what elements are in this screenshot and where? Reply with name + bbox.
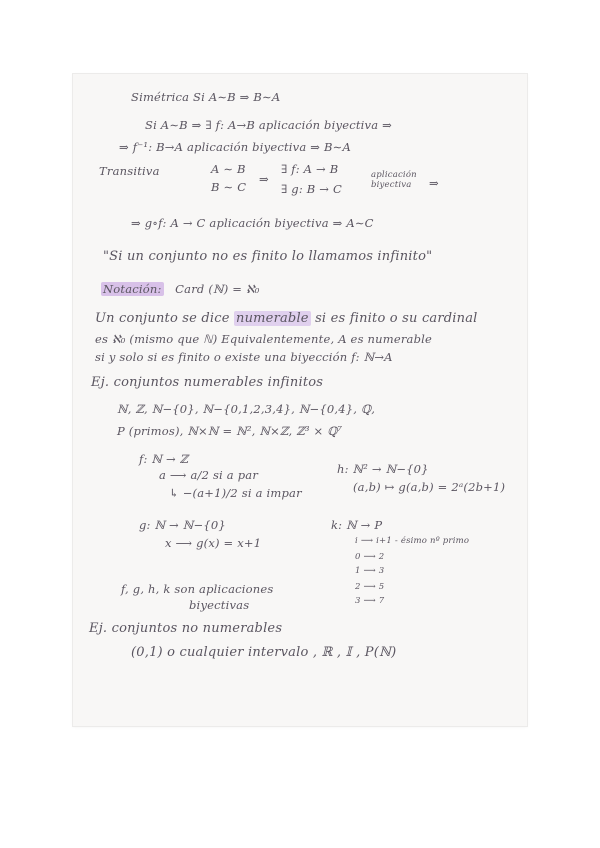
k-value-2: 2 ⟶ 5 xyxy=(355,582,385,592)
f-rule-odd: ↳ −(a+1)/2 si a impar xyxy=(169,486,302,500)
notation-value: Card (ℕ) = ℵ₀ xyxy=(175,282,260,296)
notebook-page xyxy=(73,74,527,726)
h-rule: (a,b) ↦ g(a,b) = 2ᵃ(2b+1) xyxy=(353,480,506,494)
example-sets-line-2: P (primos), ℕ×ℕ = ℕ², ℕ×ℤ, ℤ³ × ℚ⁷ xyxy=(117,424,343,438)
simetrica-line: Simétrica Si A∼B ⇒ B∼A xyxy=(131,90,281,104)
numerable-definition-line-1 xyxy=(95,312,478,326)
simetrica-line-3: ⇒ f⁻¹: B→A aplicación biyectiva ⇒ B∼A xyxy=(119,140,351,154)
transitiva-a-b: A ∼ B xyxy=(211,162,246,176)
notation-label: Notación: xyxy=(103,282,162,296)
k-definition: k: ℕ → P xyxy=(331,518,383,532)
g-definition: g: ℕ → ℕ−{0} xyxy=(139,518,226,532)
h-definition: h: ℕ² → ℕ−{0} xyxy=(337,462,429,476)
g-rule: x ⟶ g(x) = x+1 xyxy=(165,536,262,550)
k-value-3: 3 ⟶ 7 xyxy=(355,596,385,606)
numerable-definition-line-3: si y solo si es finito o existe una biyección f: ℕ→A xyxy=(95,350,393,364)
def-l1-highlight: numerable xyxy=(236,311,309,326)
def-l1-b: si es finito o su cardinal xyxy=(315,311,478,326)
example-non-numerables-heading: Ej. conjuntos no numerables xyxy=(89,621,283,636)
numerable-definition-line-2: es ℵ₀ (mismo que ℕ) Equivalentemente, A es numerable xyxy=(95,332,433,346)
transitiva-b-c: B ∼ C xyxy=(211,180,247,194)
transitiva-label: Transitiva xyxy=(99,164,160,178)
transitiva-g: ∃ g: B → C xyxy=(281,182,342,196)
k-value-0: 0 ⟶ 2 xyxy=(355,552,385,562)
example-sets-line-1: ℕ, ℤ, ℕ−{0}, ℕ−{0,1,2,3,4}, ℕ−{0,4}, ℚ, xyxy=(117,402,376,416)
f-definition: f: ℕ → ℤ xyxy=(139,452,189,466)
simetrica-line-2: Si A∼B ⇒ ∃ f: A→B aplicación biyectiva ⇒ xyxy=(145,118,392,132)
transitiva-note-arrow: ⇒ xyxy=(429,176,439,190)
transitiva-f: ∃ f: A → B xyxy=(281,162,339,176)
infinite-definition-quote: "Si un conjunto no es finito lo llamamos infinito" xyxy=(103,249,433,264)
k-rule: i ⟶ i+1 - ésimo nº primo xyxy=(355,536,470,546)
transitiva-note: aplicación biyectiva xyxy=(371,170,417,190)
def-l1-a: Un conjunto se dice xyxy=(95,311,230,326)
fghk-line-1: f, g, h, k son aplicaciones xyxy=(121,582,274,596)
notation-row xyxy=(101,282,260,296)
example-non-numerables-line: (0,1) o cualquier intervalo , ℝ , 𝕀 , P(ℕ) xyxy=(131,645,397,660)
example-numerables-heading: Ej. conjuntos numerables infinitos xyxy=(91,375,324,390)
transitiva-arrow: ⇒ xyxy=(259,172,269,186)
transitiva-conclusion: ⇒ g∘f: A → C aplicación biyectiva ⇒ A∼C xyxy=(131,216,374,230)
f-rule-even: a ⟶ a/2 si a par xyxy=(159,468,259,482)
fghk-line-2: biyectivas xyxy=(189,598,250,612)
k-value-1: 1 ⟶ 3 xyxy=(355,566,385,576)
